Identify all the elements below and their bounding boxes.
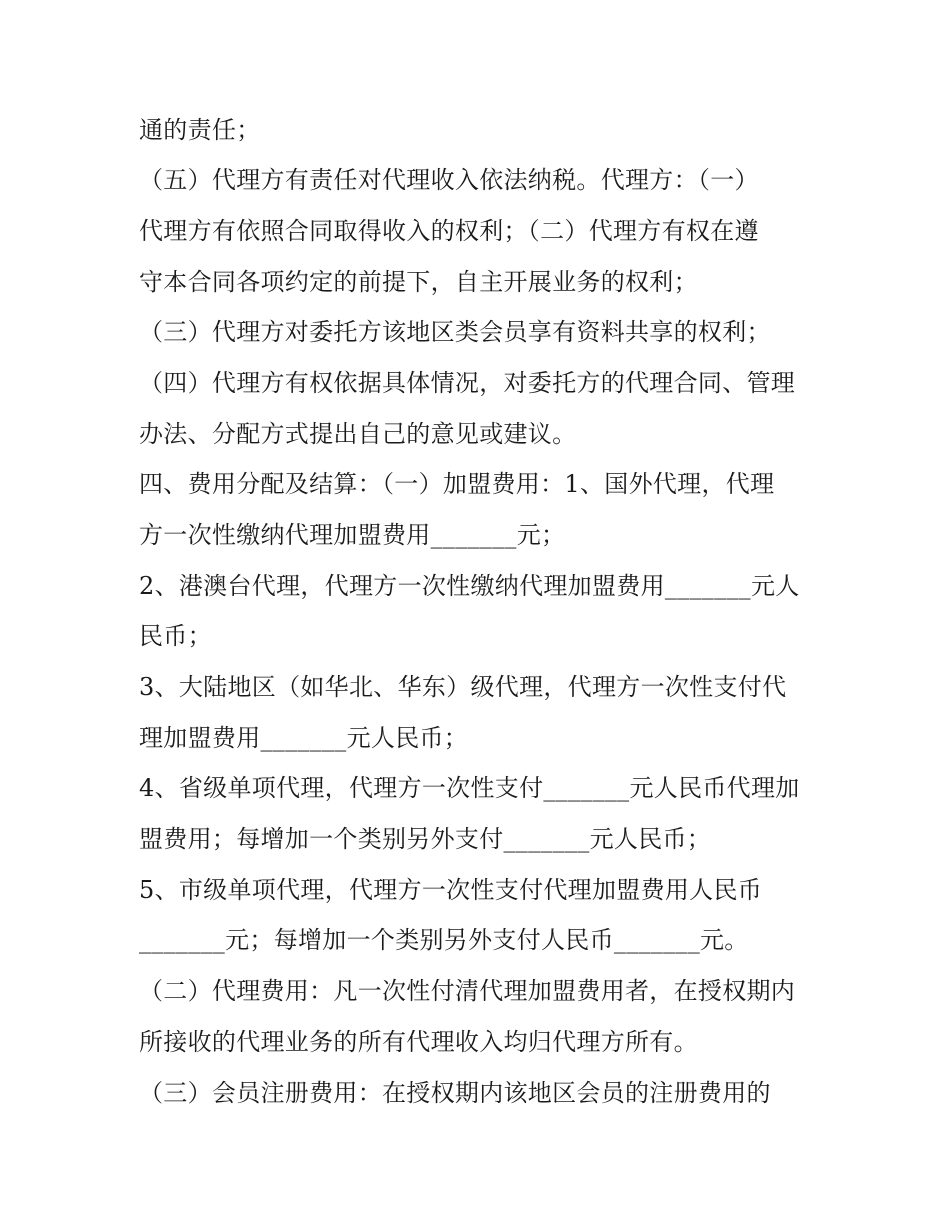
text-line: （五）代理方有责任对代理收入依法纳税。代理方：（一） [139, 166, 759, 194]
text-line: 民币； [139, 622, 212, 650]
text-line: 四、费用分配及结算：（一）加盟费用：1、国外代理，代理 [139, 470, 775, 498]
text-line: 3、大陆地区（如华北、华东）级代理，代理方一次性支付代 [139, 673, 787, 701]
text-line: 办法、分配方式提出自己的意见或建议。 [139, 420, 577, 448]
text-line: 4、省级单项代理，代理方一次性支付_______元人民币代理加 [139, 774, 800, 802]
text-line: 理加盟费用_______元人民币； [139, 724, 469, 752]
text-line: 方一次性缴纳代理加盟费用_______元； [139, 521, 566, 549]
text-line: 盟费用；每增加一个类别另外支付_______元人民币； [139, 825, 712, 853]
text-line: （三）会员注册费用：在授权期内该地区会员的注册费用的 [139, 1079, 771, 1107]
text-line: （三）代理方对委托方该地区类会员享有资料共享的权利； [139, 318, 771, 346]
text-line: _______元；每增加一个类别另外支付人民币_______元。 [139, 926, 749, 954]
text-line: （二）代理费用：凡一次性付清代理加盟费用者，在授权期内 [139, 977, 796, 1005]
text-line: 通的责任； [139, 116, 261, 144]
text-line: 2、港澳台代理，代理方一次性缴纳代理加盟费用_______元人 [139, 572, 800, 600]
text-line: 所接收的代理业务的所有代理收入均归代理方所有。 [139, 1028, 698, 1056]
text-line: 代理方有依照合同取得收入的权利；（二）代理方有权在遵 [139, 217, 759, 245]
text-line: （四）代理方有权依据具体情况，对委托方的代理合同、管理 [139, 369, 796, 397]
text-line: 5、市级单项代理，代理方一次性支付代理加盟费用人民币 [139, 876, 763, 904]
text-line: 守本合同各项约定的前提下，自主开展业务的权利； [139, 268, 698, 296]
